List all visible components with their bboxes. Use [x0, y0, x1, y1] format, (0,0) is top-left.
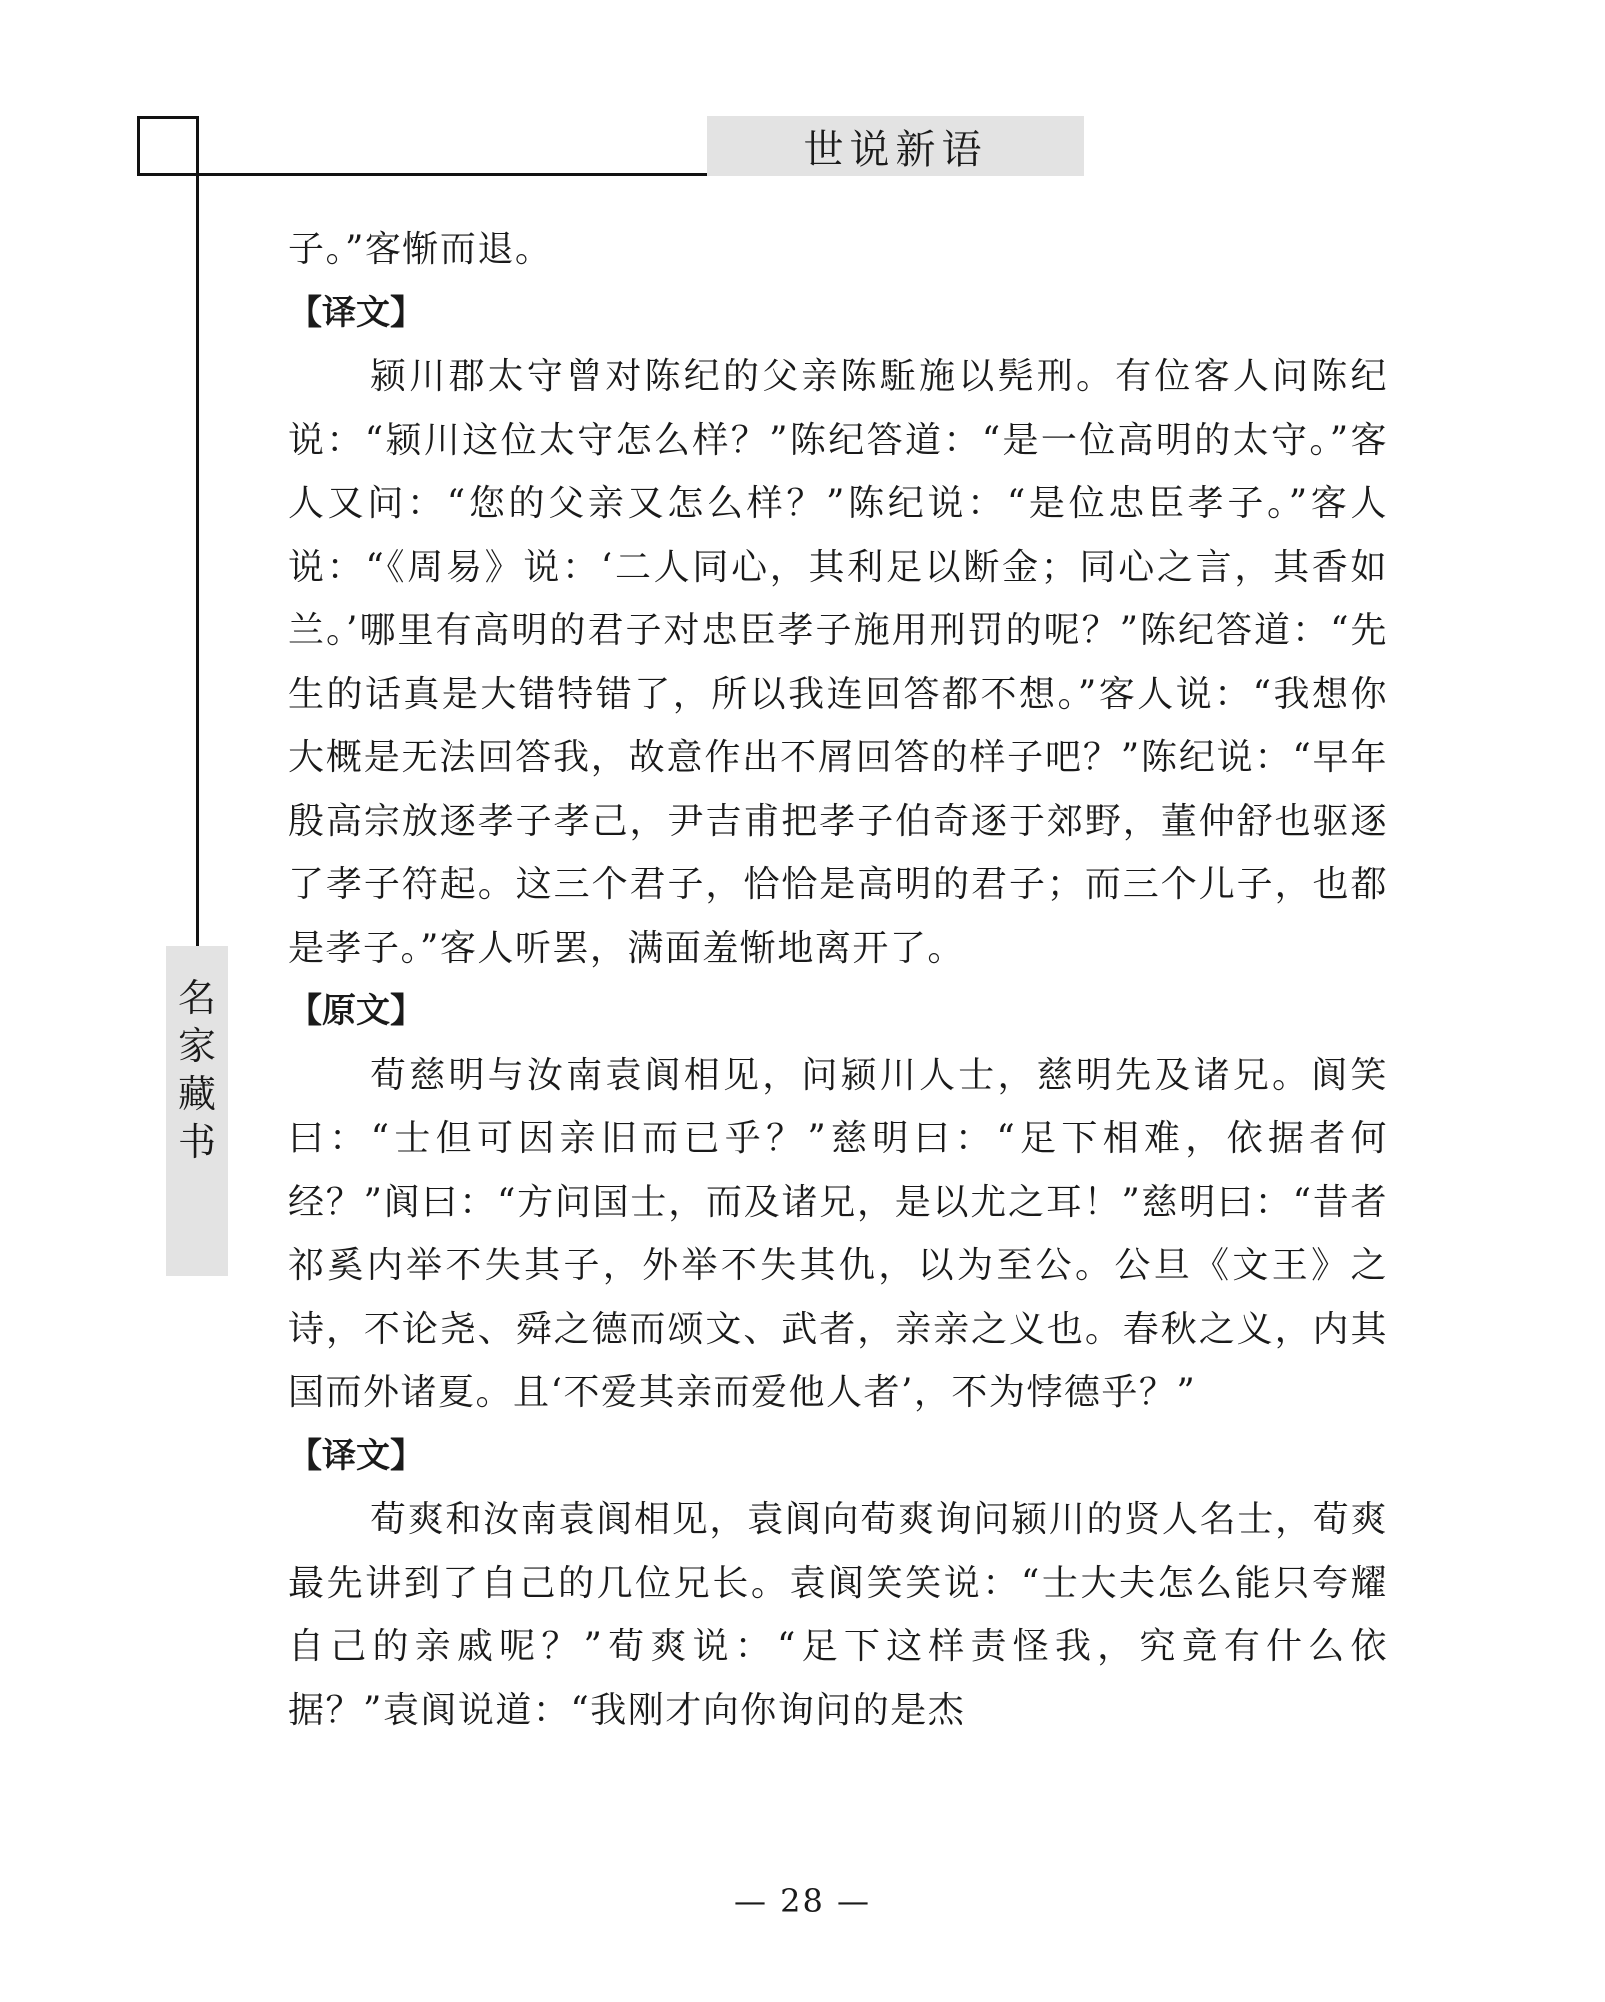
page-number: — 28 —: [733, 1882, 872, 1920]
paragraph-translation: 荀爽和汝南袁阆相见，袁阆向荀爽询问颍川的贤人名士，荀爽最先讲到了自己的几位兄长。袁阆笑笑说：“士大夫怎么能只夸耀自己的亲戚呢？”荀爽说：“足下这样责怪我，究竟有什么依据？”袁阆说道：“我刚才向你询问的是杰: [288, 1499, 1388, 1731]
side-tab-collection-label: [166, 946, 228, 1276]
header-corner-box: [137, 116, 199, 176]
running-header-title: 世说新语: [707, 116, 1084, 176]
paragraph-continued: 子。”客惭而退。: [288, 229, 553, 270]
paragraph-original: 荀慈明与汝南袁阆相见，问颍川人士，慈明先及诸兄。阆笑曰：“士但可因亲旧而已乎？”慈明曰：“足下相难，依据者何经？”阆曰：“方问国士，而及诸兄，是以尤之耳！”慈明曰：“昔者祁奚内举不失其子，外举不失其仇，以为至公。公旦《文王》之诗，不论尧、舜之德而颂文、武者，亲亲之义也。春秋之义，内其国而外诸夏。且‘不爱其亲而爱他人者’，不为悖德乎？”: [288, 1054, 1388, 1413]
side-tab-char: 书: [177, 1120, 216, 1164]
section-label-original: 【原文】: [288, 991, 424, 1031]
paragraph-translation: 颍川郡太守曾对陈纪的父亲陈駈施以髡刑。有位客人问陈纪说：“颍川这位太守怎么样？”陈纪答道：“是一位高明的太守。”客人又问：“您的父亲又怎么样？”陈纪说：“是位忠臣孝子。”客人说：“《周易》说：‘二人同心，其利足以断金；同心之言，其香如兰。’哪里有高明的君子对忠臣孝子施用刑罚的呢？”陈纪答道：“先生的话真是大错特错了，所以我连回答都不想。”客人说：“我想你大概是无法回答我，故意作出不屑回答的样子吧？”陈纪说：“早年殷高宗放逐孝子孝己，尹吉甫把孝子伯奇逐于郊野，董仲舒也驱逐了孝子符起。这三个君子，恰恰是高明的君子；而三个儿子，也都是孝子。”客人听罢，满面羞惭地离开了。: [288, 356, 1388, 969]
side-tab-char: 名: [177, 976, 216, 1020]
side-tab-char: 藏: [177, 1072, 216, 1116]
section-label-translation: 【译文】: [288, 292, 424, 333]
section-label-translation: 【译文】: [288, 1435, 424, 1476]
page-body: [288, 218, 1388, 1742]
margin-vertical-rule: [196, 116, 199, 946]
header-rule: [137, 173, 707, 176]
side-tab-char: 家: [177, 1024, 216, 1068]
